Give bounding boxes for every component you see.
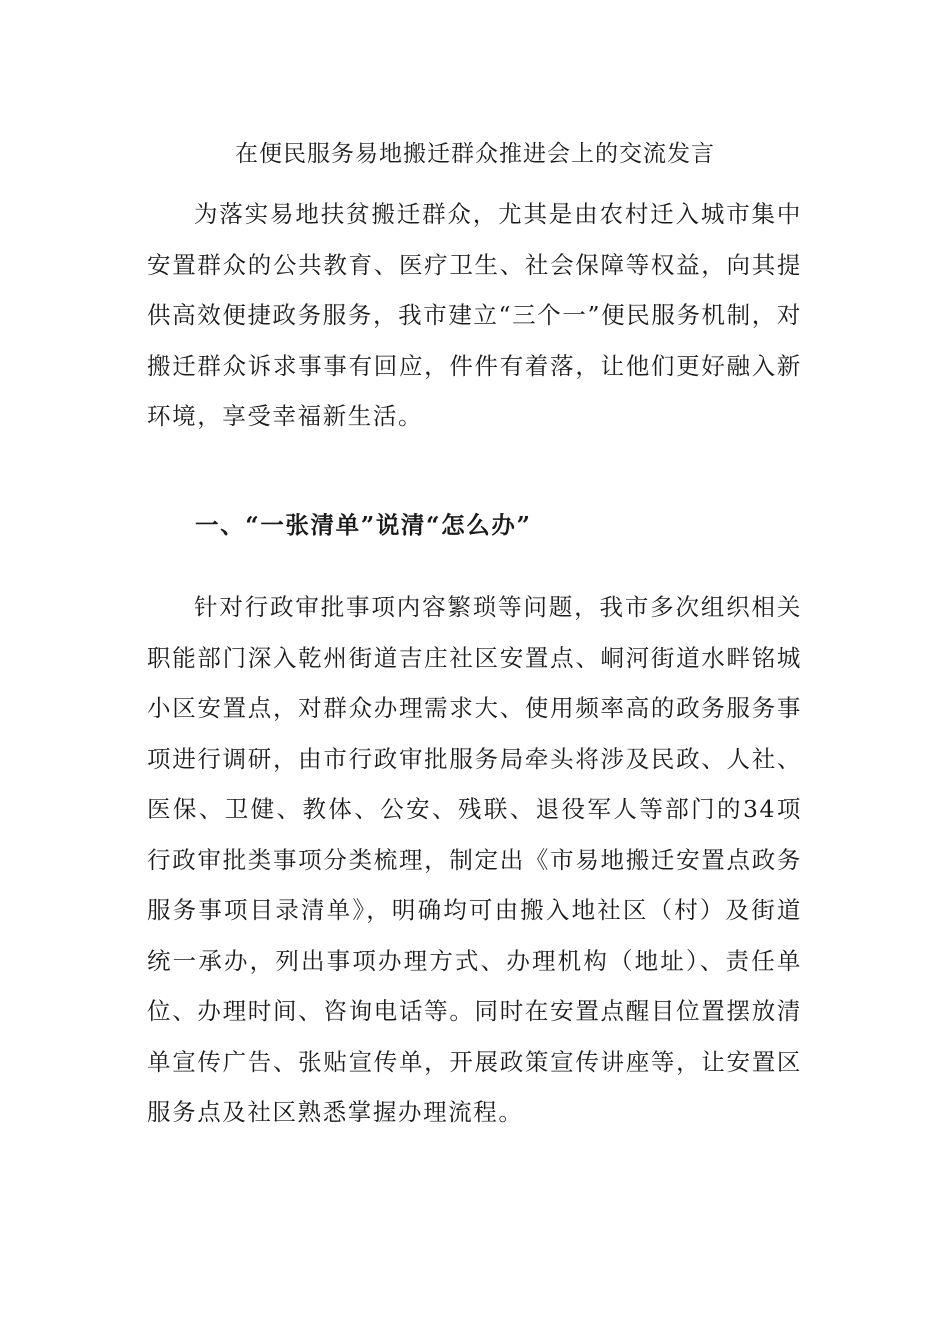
document-title: 在便民服务易地搬迁群众推进会上的交流发言 (235, 141, 715, 167)
section-body-paragraph: 针对行政审批事项内容繁琐等问题，我市多次组织相关职能部门深入乾州街道吉庄社区安置点、峒河街道水畔铭城小区安置点，对群众办理需求大、使用频率高的政务服务事项进行调研，由市行政审批服务局牵头将涉及民政、人社、医保、卫健、教体、公安、残联、退役军人等部门的34项行政审批类事项分类梳理，制定出《市易地搬迁安置点政务服务事项目录清单》，明确均可由搬入地社区（村）及街道统一承办，列出事项办理方式、办理机构（地址）、责任单位、办理时间、咨询电话等。同时在安置点醒目位置摆放清单宣传广告、张贴宣传单，开展政策宣传讲座等，让安置区服务点及社区熟悉掌握办理流程。 (147, 593, 802, 1126)
intro-paragraph: 为落实易地扶贫搬迁群众，尤其是由农村迁入城市集中安置群众的公共教育、医疗卫生、社会保障等权益，向其提供高效便捷政务服务，我市建立“三个一”便民服务机制，对搬迁群众诉求事事有回应，件件有着落，让他们更好融入新环境，享受幸福新生活。 (147, 200, 802, 430)
section-heading: 一、“一张清单”说清“怎么办” (195, 511, 532, 539)
